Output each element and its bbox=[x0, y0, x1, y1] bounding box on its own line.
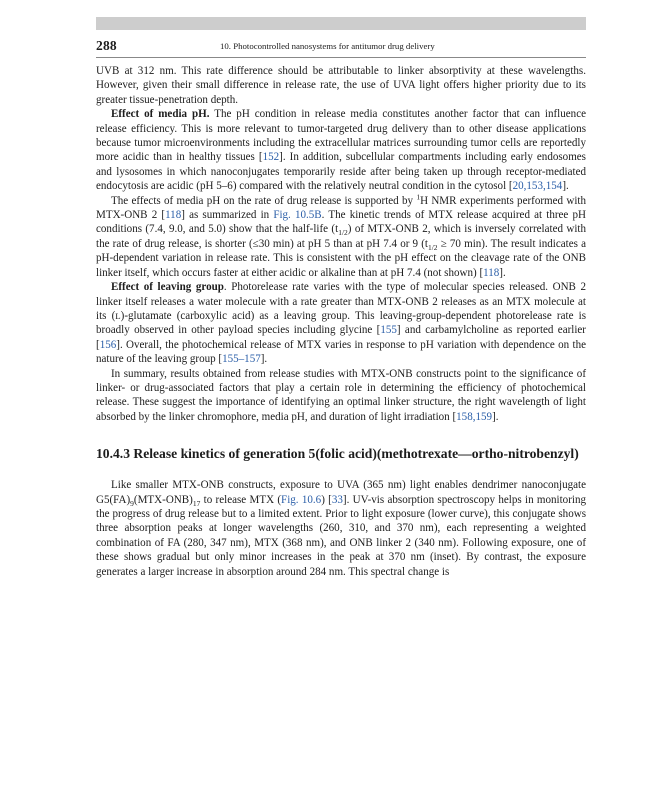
citation-link[interactable]: 33 bbox=[331, 493, 343, 506]
citation-link[interactable]: 152 bbox=[262, 151, 280, 164]
page-number: 288 bbox=[96, 38, 117, 53]
citation-link[interactable]: 156 bbox=[99, 338, 117, 351]
paragraph-summary: In summary, results obtained from release studies with MTX-ONB constructs point to the significance of linker- or drug-associated factors that play a certain role in determining the efficiency of photochemical release. These suggest the importance of identifying an optimal linker structure, the right wavelength of light absorbed by the linker chromophore, media pH, and duration of light irradiation [158,159]. bbox=[96, 367, 586, 423]
header-bar bbox=[96, 17, 586, 30]
paragraph-media-ph: Effect of media pH. The pH condition in release media constitutes another factor that can influence release efficiency. This is more relevant to tumor-targeted drug delivery than to other disease applications because tumor microenvironments including the extracellular matrices surrounding tumor cells are reportedly more acidic than in healthy tissues [152]. In addition, subcellular compartments including early endosomes and lysosomes in which nanoconjugates temporarily reside after being taken up through receptor-mediated endocytosis are acidic (pH 5–6) compared with the relatively neutral condition in the cytosol [20,153,154]. bbox=[96, 108, 586, 193]
citation-link[interactable]: 158,159 bbox=[456, 410, 493, 423]
paragraph: UVB at 312 nm. This rate difference should be attributable to linker absorptivity at these wavelengths. However, given their small difference in release rate, the use of UVA light offers higher priority due to its greater tissue-penetration depth. bbox=[96, 65, 586, 106]
header-rule bbox=[96, 57, 586, 58]
paragraph-g5-release: Like smaller MTX-ONB constructs, exposure to UVA (365 nm) light enables dendrimer nanoconjugate $G5(FA)_9(MTX-ONB)_{17}$ to release MTX (Fig. 10.6) [33]. UV-vis absorption spectroscopy helps in monitoring the progress of drug release but to a limited extent. Prior to light exposure (lower curve), this conjugate shows three absorption peaks at longer wavelengths (260, 310, and 370 nm), each representing a weighted combination of FA (280, 347 nm), MTX (368 nm), and ONB linker 2 (340 nm). Following exposure, one of these shows gradual but only minor increases in the peak at 370 nm (inset). By contrast, the exposure generates a larger increase in absorption around 284 nm. This spectral change is bbox=[96, 479, 587, 578]
paragraph-heading: Effect of leaving group bbox=[111, 281, 224, 294]
paragraph-ph-effects: The effects of media pH on the rate of drug release is supported by $^1$H NMR experiments performed with MTX-ONB 2 [118] as summarized in Fig. 10.5B. The kinetic trends of MTX release acquired at three pH conditions (7.4, 9.0, and 5.0) show that the half-life $(t_{1/2})$ of MTX-ONB 2, which is inversely correlated with the rate of drug release, is shorter (≤30 min) at pH 5 than at pH 7.4 or 9 ($t_{1/2} \ge 70$ min). The result indicates a pH-dependent variation in release rate. This is consistent with the pH effect on the cleavage rate of the ONB linker itself, which occurs faster at either acidic or alkaline than at pH 7.4 (not shown) [118]. bbox=[96, 191, 586, 279]
paragraph-leaving-group: Effect of leaving group. Photorelease rate varies with the type of molecular species released. ONB 2 linker itself releases a water molecule with a rate greater than MTX-ONB 2 releases as an MTX molecule at its (L)-glutamate (carboxylic acid) as a leaving group. This leaving-group-dependent photorelease rate is broadly observed in other payload species including glycine [155] and carbamylcholine as reported earlier [156]. Overall, the photochemical release of MTX varies in response to pH variation with dependence on the nature of the leaving group [155–157]. bbox=[96, 281, 586, 366]
citation-link[interactable]: 118 bbox=[483, 266, 500, 279]
paragraph-heading: Effect of media pH. bbox=[111, 108, 210, 121]
citation-link[interactable]: 118 bbox=[165, 209, 182, 222]
page-body bbox=[96, 64, 586, 579]
figure-link[interactable]: Fig. 10.5B bbox=[273, 209, 322, 222]
running-title: 10. Photocontrolled nanosystems for antitumor drug delivery bbox=[220, 41, 435, 51]
citation-link[interactable]: 155–157 bbox=[222, 353, 261, 366]
citation-link[interactable]: 155 bbox=[380, 324, 397, 337]
citation-link[interactable]: 20,153,154 bbox=[512, 180, 563, 193]
page-header bbox=[96, 38, 586, 54]
figure-link[interactable]: Fig. 10.6 bbox=[281, 493, 322, 506]
section-heading: 10.4.3 Release kinetics of generation 5(folic acid)(methotrexate—ortho-nitrobenzyl) bbox=[96, 446, 579, 462]
